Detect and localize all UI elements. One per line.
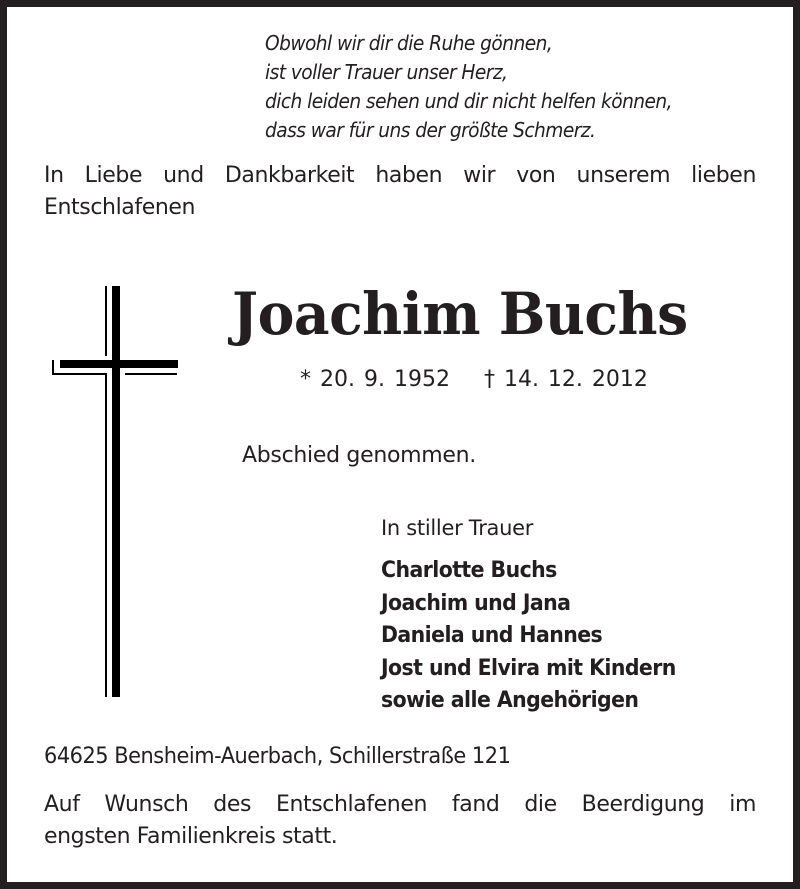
deceased-name: Joachim Buchs <box>232 280 688 348</box>
farewell-text: Abschied genommen. <box>242 443 476 468</box>
intro-line-1: In Liebe und Dankbarkeit haben wir von unserem lieben <box>44 163 756 188</box>
intro-text <box>44 160 756 224</box>
note-line-2: engsten Familienkreis statt. <box>44 824 338 849</box>
mourners-label: In stiller Trauer <box>381 516 534 540</box>
poem-line: dich leiden sehen und dir nicht helfen können, <box>265 89 673 113</box>
mourner-name: Joachim und Jana <box>381 590 571 616</box>
birth-date: * 20. 9. 1952 <box>300 367 450 392</box>
poem-line: ist voller Trauer unser Herz, <box>265 60 508 84</box>
mourner-name: Daniela und Hannes <box>381 623 603 648</box>
note-line-1: Auf Wunsch des Entschlafenen fand die Beerdigung im <box>44 792 756 817</box>
death-date: † 14. 12. 2012 <box>483 367 648 392</box>
poem-line: Obwohl wir dir die Ruhe gönnen, <box>265 31 553 55</box>
mourner-name: sowie alle Angehörigen <box>381 688 639 713</box>
mourners-list <box>381 555 676 718</box>
mourner-name: Jost und Elvira mit Kindern <box>381 655 676 681</box>
poem-line: dass war für uns der größte Schmerz. <box>265 118 596 142</box>
intro-line-2: Entschlafenen <box>44 195 196 220</box>
funeral-note <box>44 789 756 853</box>
address: 64625 Bensheim-Auerbach, Schillerstraße 121 <box>44 744 511 769</box>
life-dates <box>300 365 648 395</box>
poem <box>265 29 672 145</box>
mourner-name: Charlotte Buchs <box>381 558 557 583</box>
